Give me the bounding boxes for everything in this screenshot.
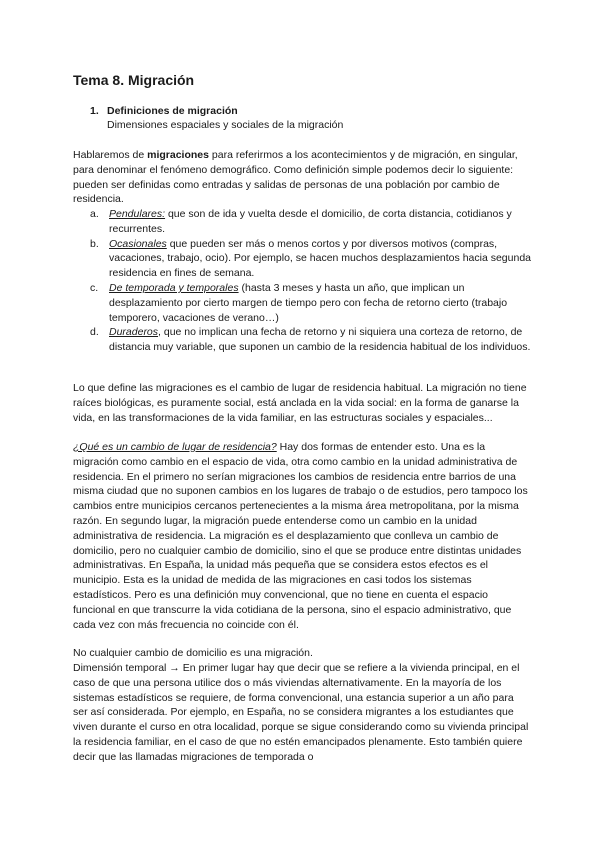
list-term: Duraderos bbox=[109, 326, 159, 339]
list-text: que pueden ser más o menos cortos y por diversos motivos (compras, vacaciones, trabajo, ocio). Por ejemplo, se hacen muchos desplazamientos hacia segunda residencia en fines de semana. bbox=[109, 237, 531, 280]
intro-before: Hablaremos de bbox=[73, 149, 148, 161]
intro-paragraph bbox=[73, 148, 531, 207]
section-subheading: Dimensiones espaciales y sociales de la migración bbox=[107, 119, 344, 131]
list-item bbox=[90, 325, 531, 355]
list-text: , que no implican una fecha de retorno y ni siquiera una corteza de retorno, de distancia muy variable, que suponen un cambio de la residencia habitual de los individuos. bbox=[109, 326, 531, 354]
list-marker: a. bbox=[90, 208, 99, 220]
list-item bbox=[90, 281, 531, 325]
question-text: ¿Qué es un cambio de lugar de residencia? bbox=[73, 441, 277, 453]
list-term: De temporada y temporales bbox=[109, 281, 239, 294]
list-text: que son de ida y vuelta desde el domicilio, de corta distancia, cotidianos y recurrentes. bbox=[109, 208, 512, 235]
paragraph-temporal-dimension: Dimensión temporal → En primer lugar hay que decir que se refiere a la vivienda principal, en el caso de que una persona utilice dos o más viviendas alternativamente. En la mayoría de los sistemas estadísticos se requiere, de forma convencional, una estancia superior a un año para ser así considerada. Por ejemplo, en España, no se considera migrantes a los estudiantes que viven durante el curso en otra localidad, porque se sigue considerando como su vivienda principal la residencia familiar, en el caso de que no estén emancipados plenamente. Esto también quiere decir que las llamadas migraciones de temporada o bbox=[73, 662, 529, 763]
paragraph-residence-change: Lo que define las migraciones es el cambio de lugar de residencia habitual. La migración no tiene raíces biológicas, es puramente social, está anclada en la vida social: en la forma de ganarse la vida, en las transformaciones de la vida familiar, en las estructuras sociales y espaciales... bbox=[73, 382, 527, 424]
intro-bold-term: migraciones bbox=[147, 149, 209, 161]
section-heading bbox=[90, 105, 238, 118]
list-marker: b. bbox=[90, 237, 99, 250]
page-title: Tema 8. Migración bbox=[73, 72, 195, 88]
section-heading-text: Definiciones de migración bbox=[107, 105, 238, 117]
list-term: Pendulares: bbox=[109, 208, 166, 220]
paragraph-question bbox=[73, 440, 531, 632]
migration-types-list bbox=[90, 207, 531, 355]
intro-after: para referirmos a los acontecimientos y de migración, en singular, para denominar el fenómeno demográfico. Como definición simple podemos decir lo siguiente: pueden ser definidas como entradas y salidas de personas de una población por cambio de residencia. bbox=[73, 149, 518, 206]
paragraph-not-any-change: No cualquier cambio de domicilio es una migración. bbox=[73, 647, 313, 659]
list-marker: c. bbox=[90, 281, 99, 294]
question-answer: Hay dos formas de entender esto. Una es la migración como cambio en el espacio de vida, otra como cambio en la unidad administrativa de residencia. En el primero no serían migraciones los cambios de residencia entre barrios de una misma ciudad que no suponen cambios en los lugares de trabajo o de estudios, pero tampoco los cambios entre municipios cercanos pertenecientes a la misma área metropolitana, por la misma razón. En segundo lugar, la migración puede entenderse como un cambio en la unidad administrativa de residencia. La migración es el desplazamiento que conlleva un cambio de domicilio, pero no cualquier cambio de domicilio, sino el que se produce entre distintas unidades administrativas. En España, la unidad más pequeña que se considera estos efectos es el municipio. Esta es la unidad de medida de las migraciones en casi todos los sistemas estadísticos. Pero es una definición muy convencional, que no tiene en cuenta el espacio funcional en que transcurre la vida cotidiana de la persona, sino el espacio administrativo, que cada vez con más frecuencia no coincide con él. bbox=[73, 441, 528, 631]
list-text: (hasta 3 meses y hasta un año, que implican un desplazamiento por cierto margen de tiempo pero con fecha de retorno cierto (trabajo temporero, vacaciones de verano…) bbox=[109, 281, 508, 324]
list-term: Ocasionales bbox=[109, 237, 167, 250]
list-item bbox=[90, 207, 531, 237]
list-marker: d. bbox=[90, 326, 99, 339]
list-item bbox=[90, 237, 531, 281]
section-number: 1. bbox=[90, 105, 99, 117]
